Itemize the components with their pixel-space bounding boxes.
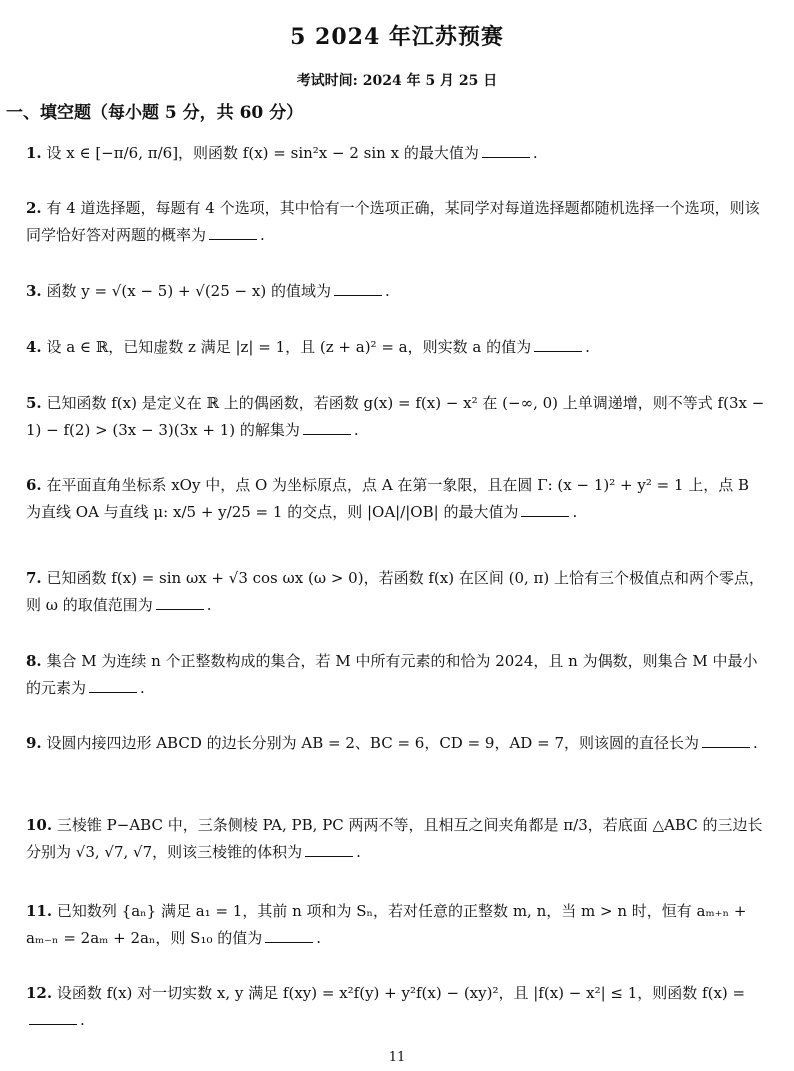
question-10 <box>26 812 766 866</box>
question-tail: . <box>356 843 361 861</box>
question-tail: . <box>572 503 578 521</box>
answer-blank <box>89 678 137 693</box>
question-number: 2. <box>26 199 42 217</box>
question-number: 1. <box>26 144 42 162</box>
question-number: 9. <box>26 734 42 752</box>
answer-blank <box>534 337 582 352</box>
answer-blank <box>156 595 204 610</box>
question-tail: . <box>753 734 758 752</box>
question-text: 设 x ∈ [−π/6, π/6]，则函数 f(x) = sin²x − 2 sin x 的最大值为 <box>46 144 479 162</box>
question-text: 集合 M 为连续 n 个正整数构成的集合，若 M 中所有元素的和恰为 2024，且 n 为偶数，则集合 M 中最小的元素为 <box>26 652 758 697</box>
question-tail: . <box>80 1011 85 1029</box>
question-12 <box>26 980 766 1034</box>
question-text: 已知函数 f(x) 是定义在 ℝ 上的偶函数，若函数 g(x) = f(x) − x² 在 (−∞, 0) 上单调递增，则不等式 f(3x − 1) − f(2) > (3x − 3)(3x + 1) 的解集为 <box>26 394 765 439</box>
question-2 <box>26 195 766 249</box>
question-1 <box>26 140 766 167</box>
answer-blank <box>482 143 530 158</box>
question-tail: . <box>260 226 265 244</box>
question-text: 已知数列 {aₙ} 满足 a₁ = 1，其前 n 项和为 Sₙ，若对任意的正整数 m, n，当 m > n 时，恒有 aₘ₊ₙ + aₘ₋ₙ = 2aₘ + 2aₙ，则 S₁₀ 的值为 <box>26 902 747 947</box>
answer-blank <box>702 733 750 748</box>
page-title: 5 2024 年江苏预赛 <box>290 24 504 50</box>
answer-blank <box>305 842 353 857</box>
section-heading: 一、填空题（每小题 5 分，共 60 分） <box>6 103 304 123</box>
question-number: 3. <box>26 282 42 300</box>
question-number: 10. <box>26 816 53 834</box>
question-number: 7. <box>26 569 42 587</box>
answer-blank <box>265 928 313 943</box>
question-number: 5. <box>26 394 42 412</box>
question-number: 4. <box>26 338 42 356</box>
question-7 <box>26 565 766 619</box>
question-3 <box>26 278 766 305</box>
question-number: 12. <box>26 984 53 1002</box>
question-tail: . <box>585 338 590 356</box>
question-5 <box>26 390 766 444</box>
question-number: 8. <box>26 652 42 670</box>
question-text: 设函数 f(x) 对一切实数 x, y 满足 f(xy) = x²f(y) + y²f(x) − (xy)²，且 |f(x) − x²| ≤ 1，则函数 f(x) = <box>56 984 746 1002</box>
question-number: 11. <box>26 902 53 920</box>
answer-blank <box>521 502 569 517</box>
question-tail: . <box>316 929 322 947</box>
exam-time: 考试时间: 2024 年 5 月 25 日 <box>296 73 498 89</box>
question-11 <box>26 898 766 952</box>
question-text: 函数 y = √(x − 5) + √(25 − x) 的值域为 <box>46 282 331 300</box>
answer-blank <box>303 420 351 435</box>
question-9 <box>26 730 766 757</box>
question-4 <box>26 334 766 361</box>
question-tail: . <box>532 144 538 162</box>
question-tail: . <box>384 282 390 300</box>
question-tail: . <box>353 421 359 439</box>
answer-blank <box>334 281 382 296</box>
answer-blank <box>209 225 257 240</box>
question-text: 设 a ∈ ℝ，已知虚数 z 满足 |z| = 1，且 (z + a)² = a，则实数 a 的值为 <box>46 338 532 356</box>
question-6 <box>26 472 766 526</box>
question-text: 在平面直角坐标系 xOy 中，点 O 为坐标原点，点 A 在第一象限，且在圆 Γ: (x − 1)² + y² = 1 上，点 B 为直线 OA 与直线 μ: x/5 + y/25 = 1 的交点，则 |OA|/|OB| 的最大值为 <box>26 476 750 521</box>
page-number: 11 <box>388 1050 406 1065</box>
question-text: 有 4 道选择题，每题有 4 个选项，其中恰有一个选项正确，某同学对每道选择题都随机选择一个选项，则该同学恰好答对两题的概率为 <box>26 199 760 244</box>
question-tail: . <box>140 679 145 697</box>
question-number: 6. <box>26 476 42 494</box>
question-text: 三棱锥 P−ABC 中，三条侧棱 PA, PB, PC 两两不等，且相互之间夹角都是 π/3，若底面 △ABC 的三边长分别为 √3, √7, √7，则该三棱锥的体积为 <box>26 816 763 861</box>
question-tail: . <box>206 596 212 614</box>
answer-blank <box>29 1010 77 1025</box>
question-text: 设圆内接四边形 ABCD 的边长分别为 AB = 2、BC = 6，CD = 9，AD = 7，则该圆的直径长为 <box>46 734 699 752</box>
question-text: 已知函数 f(x) = sin ωx + √3 cos ωx (ω > 0)，若函数 f(x) 在区间 (0, π) 上恰有三个极值点和两个零点，则 ω 的取值范围为 <box>26 569 765 614</box>
question-8 <box>26 648 766 702</box>
